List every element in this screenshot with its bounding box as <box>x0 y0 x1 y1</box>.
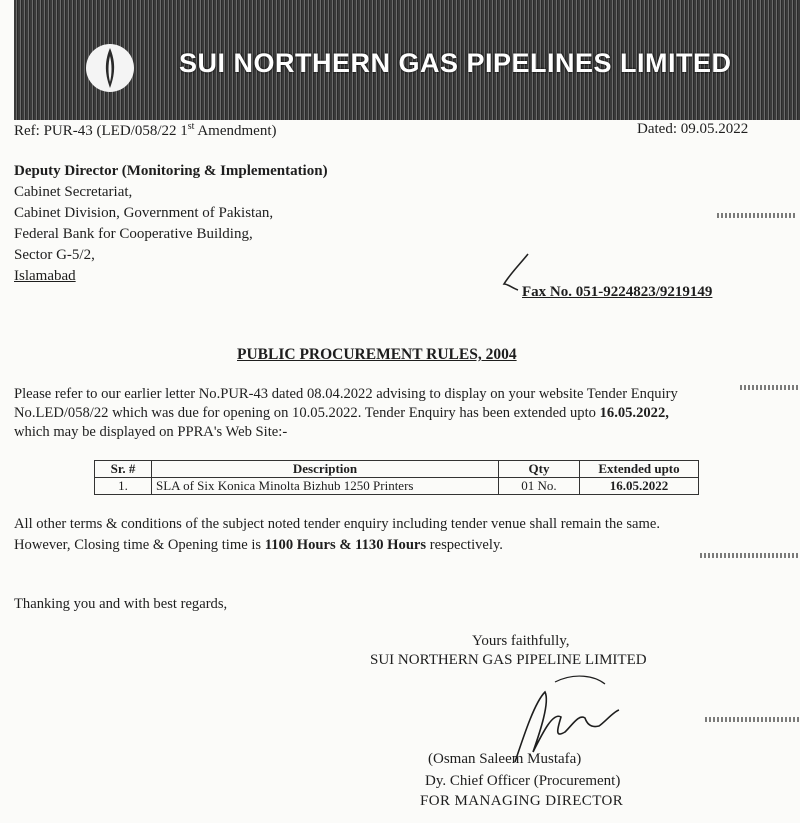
reference-number <box>14 121 277 140</box>
closing-remark: Thanking you and with best regards, <box>14 596 228 612</box>
closing-opening-times: 1100 Hours & 1130 Hours <box>264 537 427 553</box>
address-line-5: Sector G-5/2, <box>14 247 95 263</box>
paragraph-2-line-2 <box>14 537 503 554</box>
paragraph-2-line-2-end: respectively. <box>426 537 503 553</box>
header-sr: Sr. # <box>95 461 152 478</box>
header-description: Description <box>152 461 499 478</box>
signatory-title: Dy. Chief Officer (Procurement) <box>425 773 621 789</box>
ref-text: Ref: PUR-43 (LED/058/22 1 <box>14 123 188 139</box>
ref-suffix: Amendment) <box>194 123 277 139</box>
date: Dated: 09.05.2022 <box>637 121 749 137</box>
cell-sr: 1. <box>95 478 152 495</box>
address-line-2: Cabinet Secretariat, <box>14 184 133 200</box>
signoff-company: SUI NORTHERN GAS PIPELINE LIMITED <box>370 652 647 668</box>
table-row <box>95 478 699 495</box>
address-line-4: Federal Bank for Cooperative Building, <box>14 226 253 242</box>
table-header-row <box>95 461 699 478</box>
company-name: SUI NORTHERN GAS PIPELINES LIMITED <box>179 48 732 78</box>
scan-mark <box>700 553 798 558</box>
letterhead-banner <box>14 0 800 120</box>
scan-mark <box>717 213 797 218</box>
header-qty: Qty <box>499 461 580 478</box>
for-managing-director: FOR MANAGING DIRECTOR <box>420 793 624 809</box>
address-line-1: Deputy Director (Monitoring & Implementation) <box>14 163 328 179</box>
cell-qty: 01 No. <box>499 478 580 495</box>
paragraph-2-line-1: All other terms & conditions of the subject noted tender enquiry including tender venue shall remain the same. <box>14 516 661 532</box>
cell-description: SLA of Six Konica Minolta Bizhub 1250 Printers <box>152 478 499 495</box>
signatory-name: (Osman Saleem Mustafa) <box>428 751 582 767</box>
address-line-3: Cabinet Division, Government of Pakistan, <box>14 205 274 221</box>
ref-superscript: st <box>187 121 195 132</box>
scan-mark <box>740 385 798 390</box>
flame-logo-icon <box>84 42 136 94</box>
scan-mark <box>705 717 800 722</box>
paragraph-1-line-1: Please refer to our earlier letter No.PUR-43 dated 08.04.2022 advising to display on your website Tender Enquiry <box>14 386 678 402</box>
address-line-6: Islamabad <box>14 268 76 284</box>
fax-number: Fax No. 051-9224823/9219149 <box>522 284 713 300</box>
paragraph-1-line-3: which may be displayed on PPRA's Web Site:- <box>14 424 288 440</box>
paragraph-1-line-2 <box>14 405 669 422</box>
yours-faithfully: Yours faithfully, <box>472 633 570 649</box>
header-extended-upto: Extended upto <box>580 461 699 478</box>
extended-date: 16.05.2022, <box>599 405 669 421</box>
tender-table <box>94 460 699 495</box>
paragraph-1-line-2-text: No.LED/058/22 which was due for opening on 10.05.2022. Tender Enquiry has been extended upto <box>14 405 600 421</box>
cell-extended-upto: 16.05.2022 <box>580 478 699 495</box>
paragraph-2-line-2-text: However, Closing time & Opening time is <box>14 537 265 553</box>
subject-heading: PUBLIC PROCUREMENT RULES, 2004 <box>237 346 517 363</box>
